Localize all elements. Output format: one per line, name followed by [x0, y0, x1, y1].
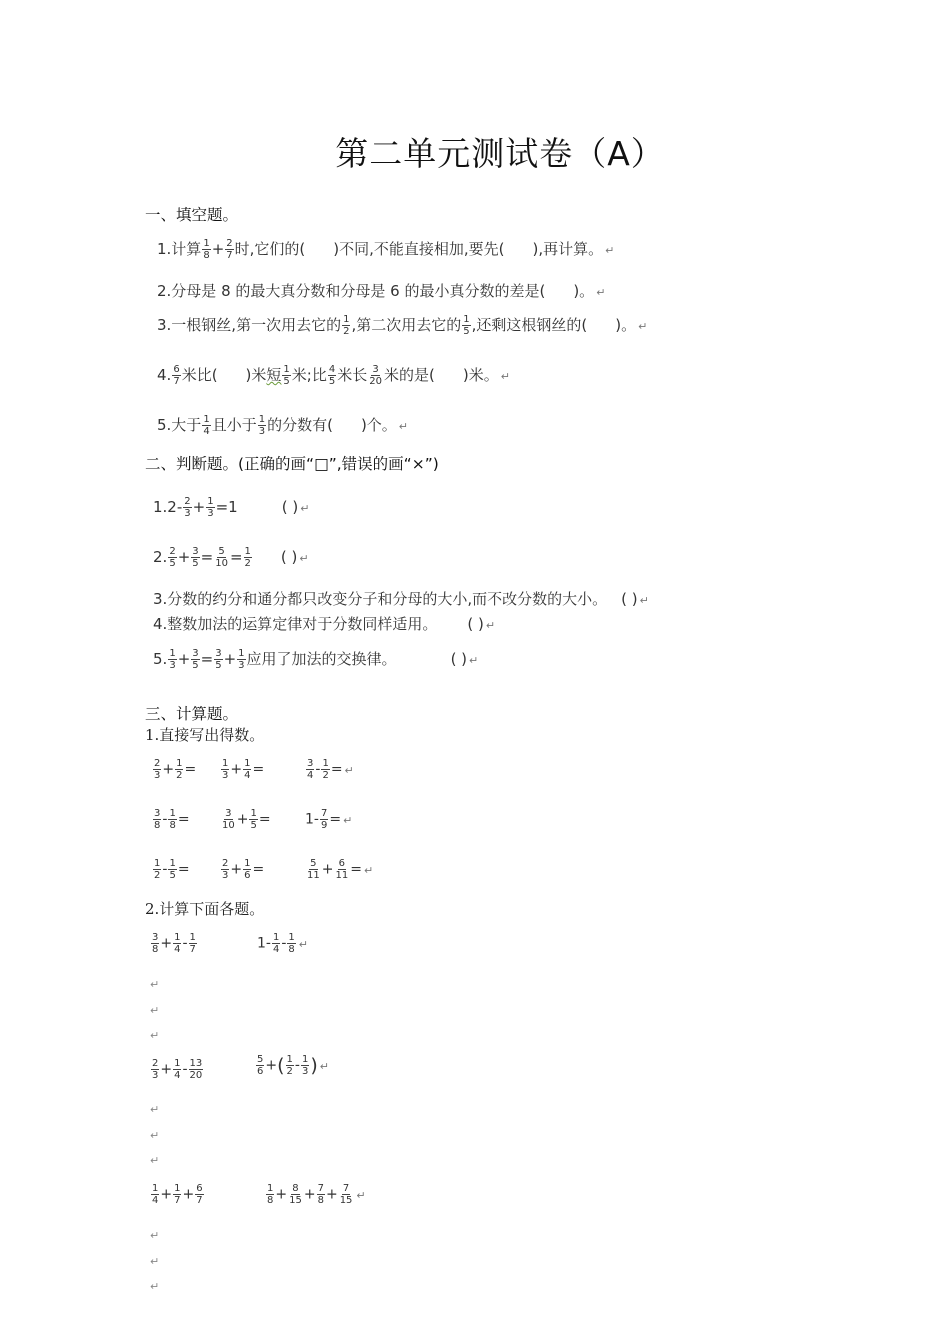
expression-item: $\frac{1}{4}$ + $\frac{1}{7}$ + $\frac{6}{7}$: [152, 1183, 203, 1206]
fraction: $\frac{1}{3}$: [238, 648, 245, 671]
fraction: $\frac{3}{5}$: [192, 546, 199, 569]
fraction: $\frac{1}{5}$: [283, 364, 290, 387]
judge-question-4: 4.整数加法的运算定律对于分数同样适用。 ( ) ↵: [153, 615, 496, 633]
fraction: $\frac{5}{10}$: [215, 546, 228, 569]
return-mark-icon: ↵: [150, 1103, 160, 1116]
return-mark-icon: ↵: [485, 619, 496, 632]
return-mark-icon: ↵: [343, 813, 353, 827]
judge-question-3: 3.分数的约分和通分都只改变分子和分母的大小,而不改分数的大小。 ( ) ↵: [153, 590, 649, 608]
judge-question-1: 1.2- $\frac{2}{3}$ + $\frac{1}{3}$ =1 ( ) ↵: [153, 496, 310, 519]
expression-item: $\frac{3}{8}$ + $\frac{1}{4}$ - $\frac{1}{7}$: [152, 932, 196, 955]
return-mark-icon: ↵: [150, 1255, 160, 1268]
fraction: $\frac{1}{3}$: [169, 648, 176, 671]
fraction: $\frac{2}{5}$: [169, 546, 176, 569]
return-mark-icon: ↵: [605, 244, 615, 257]
fraction: $\frac{3}{5}$: [215, 648, 222, 671]
fill-question-2: 2.分母是 8 的最大真分数和分母是 6 的最小真分数的差是( )。 ↵: [157, 282, 606, 300]
direct-calc-item: $\frac{2}{3}$ + $\frac{1}{2}$ =: [154, 758, 197, 781]
return-mark-icon: ↵: [398, 420, 409, 433]
direct-calc-item: $\frac{2}{3}$ + $\frac{1}{6}$ =: [222, 858, 265, 881]
return-mark-icon: ↵: [150, 1029, 160, 1042]
return-mark-icon: ↵: [150, 1154, 160, 1167]
section-fill-heading: 一、填空题。: [145, 206, 239, 224]
return-mark-icon: ↵: [319, 1059, 329, 1073]
expression-item: $\frac{1}{8}$ + $\frac{8}{15}$ + $\frac{7}{8}$ + $\frac{7}{15}$ ↵: [267, 1183, 366, 1206]
return-mark-icon: ↵: [150, 1004, 160, 1017]
fraction: $\frac{4}{5}$: [328, 364, 336, 387]
return-mark-icon: ↵: [298, 937, 309, 951]
fraction: $\frac{1}{3}$: [207, 496, 214, 519]
fraction: $\frac{1}{5}$: [463, 314, 470, 337]
fill-question-3: 3.一根钢丝,第一次用去它的 $\frac{1}{2}$ ,第二次用去它的 $\frac{1}{5}$ ,还剩这根钢丝的( )。 ↵: [157, 314, 648, 337]
return-mark-icon: ↵: [639, 594, 649, 607]
calc-sub-heading-1: 1.直接写出得数。: [145, 726, 265, 744]
return-mark-icon: ↵: [150, 1229, 160, 1242]
return-mark-icon: ↵: [150, 978, 160, 991]
section-calc-heading: 三、计算题。: [145, 705, 239, 723]
page-title: 第二单元测试卷（A）: [335, 134, 665, 173]
fraction: $\frac{3}{5}$: [192, 648, 199, 671]
return-mark-icon: ↵: [638, 320, 648, 333]
fraction: $\frac{6}{7}$: [173, 364, 180, 387]
calc-sub-heading-2: 2.计算下面各题。: [145, 900, 265, 918]
direct-calc-item: $\frac{1}{3}$ + $\frac{1}{4}$ =: [222, 758, 265, 781]
return-mark-icon: ↵: [363, 863, 374, 877]
fraction: $\frac{1}{3}$: [258, 414, 266, 437]
fraction: $\frac{1}{8}$: [203, 238, 210, 261]
fill-question-5: 5.大于 $\frac{1}{4}$ 且小于 $\frac{1}{3}$ 的分数有( )个。 ↵: [157, 414, 409, 437]
return-mark-icon: ↵: [596, 286, 606, 299]
direct-calc-item: $\frac{1}{2}$ - $\frac{1}{5}$ =: [154, 858, 190, 881]
fraction: $\frac{3}{20}$: [369, 364, 382, 387]
direct-calc-item: 1- $\frac{7}{9}$ = ↵: [305, 808, 353, 831]
direct-calc-item: $\frac{3}{8}$ - $\frac{1}{8}$ =: [154, 808, 190, 831]
fraction: $\frac{2}{3}$: [184, 496, 191, 519]
return-mark-icon: ↵: [344, 763, 354, 777]
direct-calc-item: $\frac{3}{10}$ + $\frac{1}{5}$ =: [222, 808, 271, 831]
judge-question-5: 5. $\frac{1}{3}$ + $\frac{3}{5}$ = $\frac{3}{5}$ + $\frac{1}{3}$ 应用了加法的交换律。 ( ) ↵: [153, 648, 479, 671]
direct-calc-item: $\frac{5}{11}$ + $\frac{6}{11}$ = ↵: [307, 858, 374, 881]
return-mark-icon: ↵: [500, 370, 510, 383]
fill-question-4: 4. $\frac{6}{7}$ 米比( )米短 $\frac{1}{5}$ 米;比 $\frac{4}{5}$ 米长 $\frac{3}{20}$ 米的是( )米。 ↵: [157, 364, 510, 387]
fraction: $\frac{1}{2}$: [343, 314, 350, 337]
return-mark-icon: ↵: [300, 502, 310, 515]
section-judge-heading: 二、判断题。(正确的画“□”,错误的画“×”): [145, 455, 439, 473]
return-mark-icon: ↵: [150, 1129, 160, 1142]
fraction: $\frac{1}{4}$: [203, 414, 210, 437]
expression-item: 1- $\frac{1}{4}$ - $\frac{1}{8}$ ↵: [257, 932, 309, 955]
expression-item: $\frac{2}{3}$ + $\frac{1}{4}$ - $\frac{13}{20}$: [152, 1058, 203, 1081]
fraction: $\frac{1}{2}$: [244, 546, 251, 569]
judge-question-2: 2. $\frac{2}{5}$ + $\frac{3}{5}$ = $\frac{5}{10}$ = $\frac{1}{2}$ ( ) ↵: [153, 546, 309, 569]
return-mark-icon: ↵: [356, 1188, 366, 1202]
return-mark-icon: ↵: [299, 552, 309, 565]
expression-item: $\frac{5}{6}$ +( $\frac{1}{2}$ - $\frac{1}{3}$ ) ↵: [257, 1054, 329, 1077]
direct-calc-item: $\frac{3}{4}$ - $\frac{1}{2}$ = ↵: [307, 758, 354, 781]
fraction: $\frac{2}{7}$: [226, 238, 233, 261]
return-mark-icon: ↵: [469, 654, 479, 667]
fill-question-1: 1.计算 $\frac{1}{8}$ + $\frac{2}{7}$ 时,它们的( )不同,不能直接相加,要先( ),再计算。 ↵: [157, 238, 615, 261]
return-mark-icon: ↵: [150, 1280, 160, 1293]
